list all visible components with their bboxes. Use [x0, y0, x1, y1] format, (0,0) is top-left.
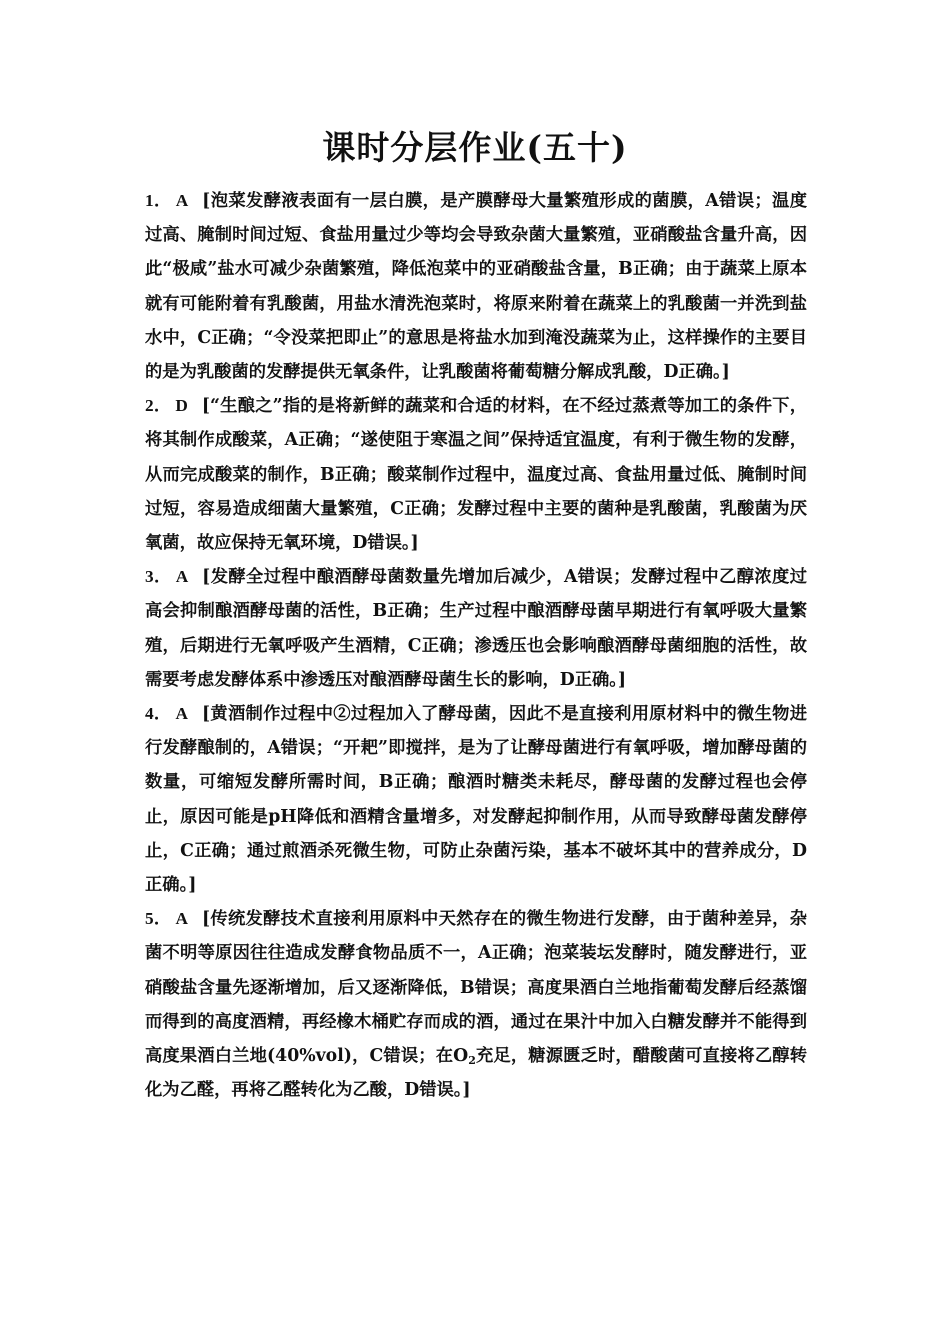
answer-item-1 — [145, 184, 807, 389]
item-explanation: [“生酿之”指的是将新鲜的蔬菜和合适的材料，在不经过蒸煮等加工的条件下，将其制作成酸菜，A正确；“遂使阻于寒温之间”保持适宜温度，有利于微生物的发酵，从而完成酸菜的制作，B正确；酸菜制作过程中，温度过高、食盐用量过低、腌制时间过短，容易造成细菌大量繁殖，C正确；发酵过程中主要的菌种是乳酸菌，乳酸菌为厌氧菌，故应保持无氧环境，D错误。] — [145, 396, 807, 554]
subscript-two: 2 — [468, 1054, 476, 1068]
answer-item-5 — [145, 902, 807, 1107]
item-number: 2． — [145, 396, 172, 416]
item-explanation: [发酵全过程中酿酒酵母菌数量先增加后减少，A错误；发酵过程中乙醇浓度过高会抑制酿酒酵母菌的活性，B正确；生产过程中酿酒酵母菌早期进行有氧呼吸大量繁殖，后期进行无氧呼吸产生酒精，C正确；渗透压也会影响酿酒酵母菌细胞的活性，故需要考虑发酵体系中渗透压对酿酒酵母菌生长的影响，D正确。] — [145, 567, 807, 690]
answer-item-2 — [145, 389, 807, 560]
item-explanation-part-1: [传统发酵技术直接利用原料中天然存在的微生物进行发酵，由于菌种差异，杂菌不明等原因往往造成发酵食物品质不一，A正确；泡菜装坛发酵时，随发酵进行，亚硝酸盐含量先逐渐增加，后又逐渐降低，B错误；高度果酒白兰地指葡萄发酵后经蒸馏而得到的高度酒精，再经橡木桶贮存而成的酒，通过在果汁中加入白糖发酵并不能得到高度果酒白兰地(40%vol)，C错误；在O — [145, 909, 807, 1067]
answer-item-4 — [145, 697, 807, 902]
item-explanation: [泡菜发酵液表面有一层白膜，是产膜酵母大量繁殖形成的菌膜，A错误；温度过高、腌制时间过短、食盐用量过少等均会导致杂菌大量繁殖，亚硝酸盐含量升高，因此“极咸”盐水可减少杂菌繁殖，降低泡菜中的亚硝酸盐含量，B正确；由于蔬菜上原本就有可能附着有乳酸菌，用盐水清洗泡菜时，将原来附着在蔬菜上的乳酸菌一并洗到盐水中，C正确；“令没菜把即止”的意思是将盐水加到淹没蔬菜为止，这样操作的主要目的是为乳酸菌的发酵提供无氧条件，让乳酸菌将葡萄糖分解成乳酸，D正确。] — [145, 191, 807, 383]
item-answer: A — [175, 704, 188, 724]
item-explanation: [黄酒制作过程中②过程加入了酵母菌，因此不是直接利用原材料中的微生物进行发酵酿制的，A错误；“开耙”即搅拌，是为了让酵母菌进行有氧呼吸，增加酵母菌的数量，可缩短发酵所需时间，B正确；酿酒时糖类未耗尽，酵母菌的发酵过程也会停止，原因可能是pH降低和酒精含量增多，对发酵起抑制作用，从而导致酵母菌发酵停止，C正确；通过煎酒杀死微生物，可防止杂菌污染，基本不破坏其中的营养成分，D正确。] — [145, 704, 807, 896]
item-answer: D — [175, 396, 188, 416]
item-answer: A — [175, 567, 189, 587]
item-answer: A — [175, 909, 188, 929]
item-number: 4． — [145, 704, 172, 724]
page-title: 课时分层作业(五十) — [322, 128, 628, 167]
item-answer: A — [175, 191, 189, 210]
answer-list — [145, 184, 807, 1107]
item-number: 1． — [145, 191, 172, 210]
item-explanation-part-2: 充足，糖源匮乏时，醋酸菌可直接将乙醇转化为乙醛，再将乙醛转化为乙酸，D错误。] — [145, 1046, 807, 1101]
answer-item-3 — [145, 560, 807, 697]
item-number: 5． — [145, 909, 172, 929]
item-number: 3． — [145, 567, 172, 587]
